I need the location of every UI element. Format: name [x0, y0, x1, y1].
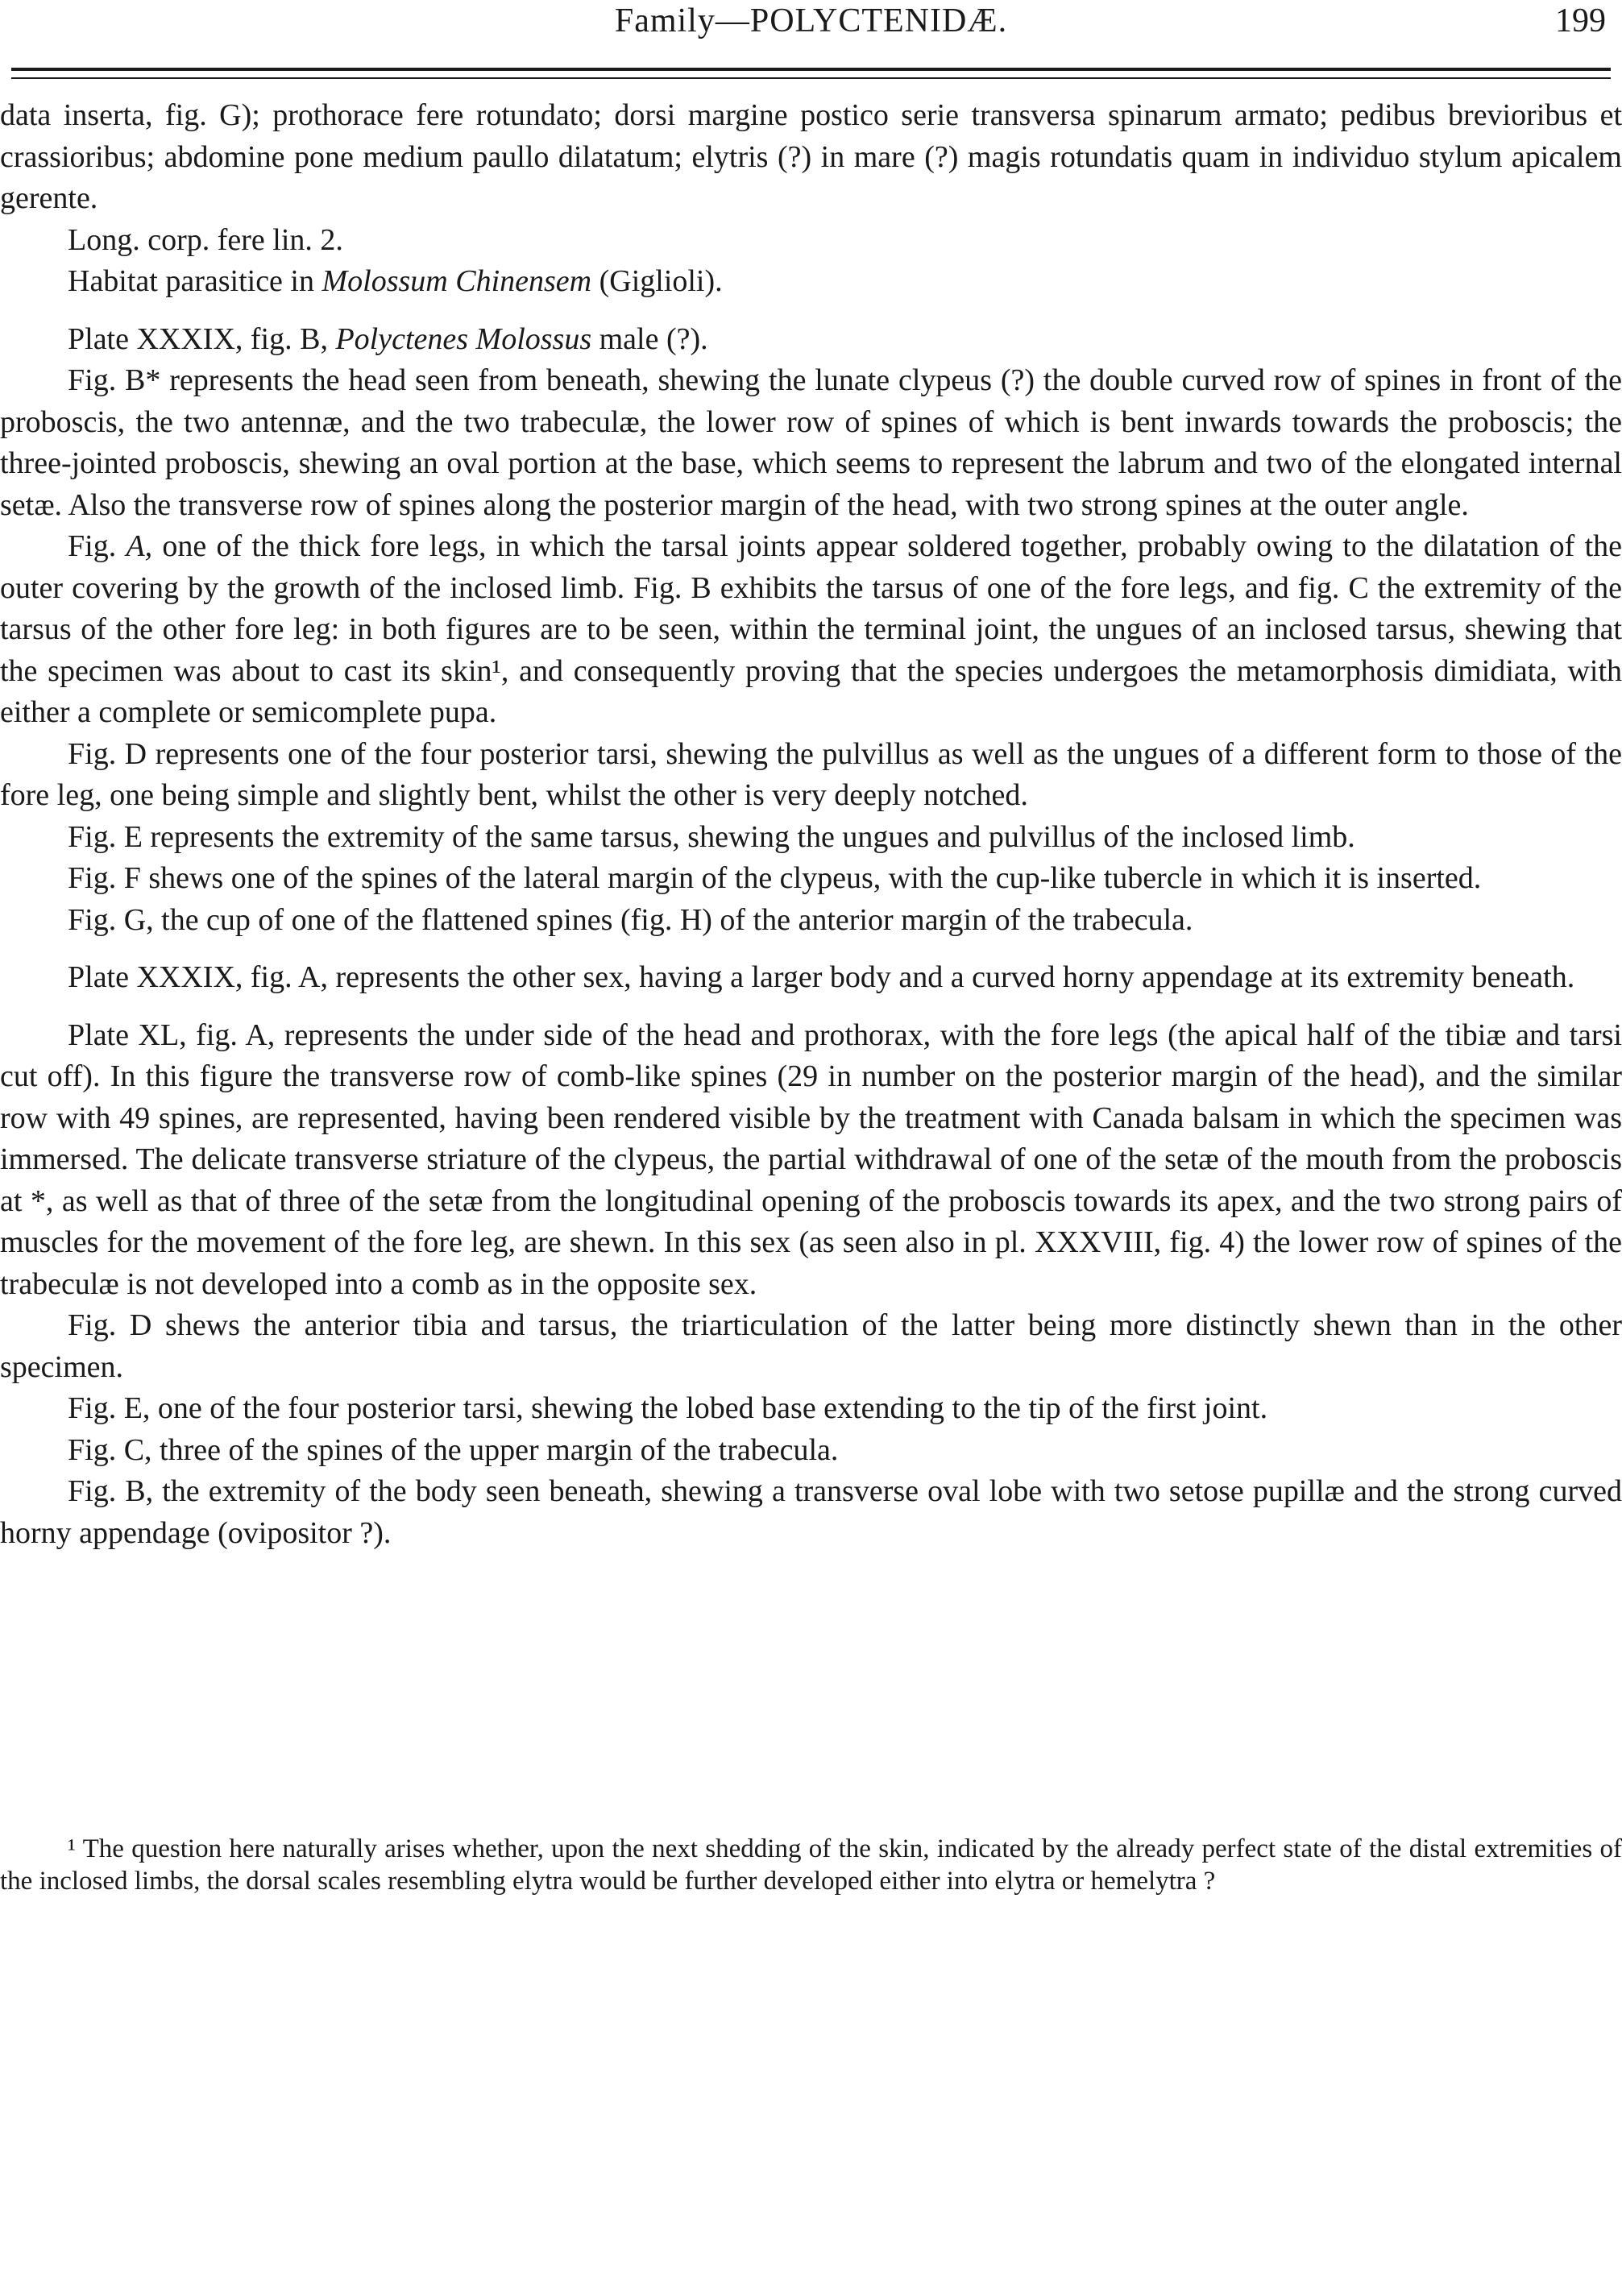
footnote-1: ¹ The question here naturally arises whether, upon the next shedding of the skin, indicated by the already perfect state of the distal extremities of the inclosed limbs, the dorsal scales resembling elytra would be further developed either into elytra or hemelytra ?	[0, 1834, 1622, 1896]
paragraph-fig-a	[0, 526, 1622, 734]
habitat-text: Habitat parasitice in Molossum Chinensem (Giglioli).	[68, 264, 723, 298]
paragraph-xl-fig-e: Fig. E, one of the four posterior tarsi, shewing the lobed base extending to the tip of the first joint.	[68, 1391, 1268, 1425]
header-rule-thin	[11, 77, 1611, 79]
paragraph-plate-xxxix-a: Plate XXXIX, fig. A, represents the other sex, having a larger body and a curved horny appendage at its extremity beneath.	[68, 960, 1575, 994]
paragraph-xl-fig-b: Fig. B, the extremity of the body seen beneath, shewing a transverse oval lobe with two setose pupillæ and the strong curved horny appendage (ovipositor ?).	[0, 1474, 1622, 1550]
fig-a-text: Fig. A, one of the thick fore legs, in which the tarsal joints appear soldered together, probably owing to the dilatation of the outer covering by the growth of the inclosed limb. Fig. B exhibits the tarsus of one of the fore legs, and fig. C the extremity of the tarsus of the other fore leg: in both figures are to be seen, within the terminal joint, the ungues of an inclosed tarsus, shewing that the specimen was about to cast its skin¹, and consequently proving that the species undergoes the metamorphosis dimidiata, with either a complete or semicomplete pupa.	[0, 529, 1622, 729]
paragraph-length: Long. corp. fere lin. 2.	[68, 222, 343, 257]
plate-heading-text: Plate XXXIX, fig. B, Polyctenes Molossus male (?).	[68, 321, 708, 356]
paragraph-fig-d: Fig. D represents one of the four posterior tarsi, shewing the pulvillus as well as the ungues of a different form to those of the fore leg, one being simple and slightly bent, whilst the other is very deeply notched.	[0, 736, 1622, 812]
page-number: 199	[1555, 2, 1606, 39]
running-head: Family—POLYCTENIDÆ.	[614, 2, 1008, 39]
paragraph-fig-g: Fig. G, the cup of one of the flattened spines (fig. H) of the anterior margin of the trabecula.	[68, 902, 1193, 937]
header-rule-thick	[11, 68, 1611, 71]
paragraph-fig-f: Fig. F shews one of the spines of the lateral margin of the clypeus, with the cup-like tubercle in which it is inserted.	[68, 861, 1482, 895]
paragraph-plate-xl-a: Plate XL, fig. A, represents the under side of the head and prothorax, with the fore legs (the apical half of the tibiæ and tarsi cut off). In this figure the transverse row of comb-like spines (29 in number on the posterior margin of the head), and the similar row with 49 spines, are represented, having been rendered visible by the treatment with Canada balsam in which the specimen was immersed. The delicate transverse striature of the clypeus, the partial withdrawal of one of the setæ of the mouth from the proboscis at *, as well as that of three of the setæ from the longitudinal opening of the proboscis towards its apex, and the two strong pairs of muscles for the movement of the fore leg, are shewn. In this sex (as seen also in pl. XXXVIII, fig. 4) the lower row of spines of the trabeculæ is not developed into a comb as in the opposite sex.	[0, 1017, 1622, 1301]
page-header	[0, 2, 1622, 50]
paragraph-latin-description: data inserta, fig. G); prothorace fere rotundato; dorsi margine postico serie transversa spinarum armato; pedibus brevioribus et crassioribus; abdomine pone medium paullo dilatatum; elytris (?) in mare (?) magis rotundatis quam in individuo stylum apicalem gerente.	[0, 98, 1622, 215]
paragraph-fig-e: Fig. E represents the extremity of the same tarsus, shewing the ungues and pulvillus of the inclosed limb.	[68, 819, 1355, 854]
paragraph-xl-fig-c: Fig. C, three of the spines of the upper margin of the trabecula.	[68, 1432, 839, 1467]
footnotes	[0, 1833, 1622, 1897]
body-text	[0, 95, 1622, 1554]
paragraph-plate-xxxix-b	[0, 319, 1622, 361]
paragraph-fig-b-star: Fig. B* represents the head seen from beneath, shewing the lunate clypeus (?) the double curved row of spines in front of the proboscis, the two antennæ, and the two trabeculæ, the lower row of spines of which is bent inwards towards the proboscis; the three-jointed proboscis, shewing an oval portion at the base, which seems to represent the labrum and two of the elongated internal setæ. Also the transverse row of spines along the posterior margin of the head, with two strong spines at the outer angle.	[0, 363, 1622, 522]
paragraph-xl-fig-d: Fig. D shews the anterior tibia and tarsus, the triarticulation of the latter being more distinctly shewn than in the other specimen.	[0, 1308, 1622, 1384]
paragraph-habitat	[0, 261, 1622, 303]
